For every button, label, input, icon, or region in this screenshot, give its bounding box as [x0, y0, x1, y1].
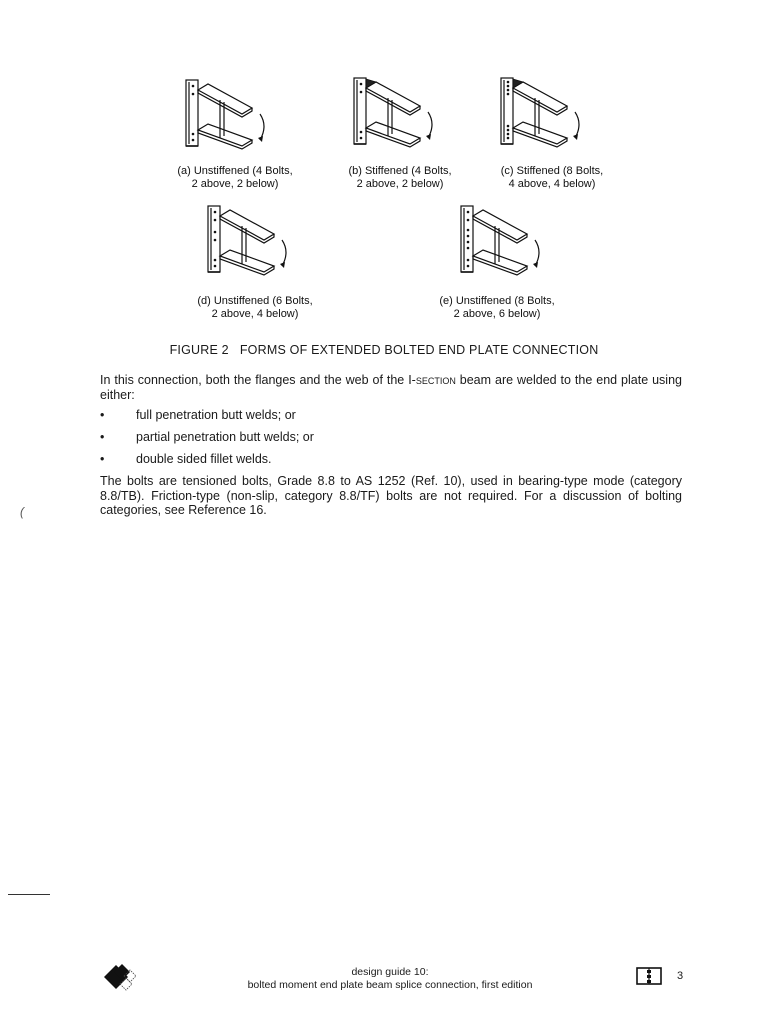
caption-line-1: (c) Stiffened (8 Bolts,: [500, 165, 604, 177]
intro-paragraph: [100, 373, 682, 402]
figure-d-diagram: [202, 204, 292, 289]
caption-line-2: 2 above, 4 below): [211, 308, 299, 320]
figure-c-caption: [477, 165, 627, 191]
footer-line-1: design guide 10:: [351, 966, 429, 978]
figure-title: FIGURE 2 FORMS OF EXTENDED BOLTED END PLATE CONNECTION: [169, 343, 599, 357]
bullet-text: partial penetration butt welds; or: [136, 430, 314, 444]
figure-e-diagram: [455, 204, 545, 289]
footer-line-2: bolted moment end plate beam splice connection, first edition: [247, 979, 533, 991]
figure-b-caption: [325, 165, 475, 191]
scan-mark: [8, 894, 50, 895]
caption-line-1: (e) Unstiffened (8 Bolts,: [439, 295, 555, 307]
footer-text: [180, 966, 600, 992]
figure-a-diagram: [180, 78, 270, 163]
intro-text-a: In this connection, both the flanges and the web of the: [100, 373, 409, 387]
caption-line-2: 2 above, 6 below): [453, 308, 541, 320]
intro-text-i-section: I-section: [408, 373, 456, 387]
figure-a-caption: [160, 165, 310, 191]
figure-b-diagram: [348, 76, 438, 161]
bullet-icon: •: [100, 430, 105, 444]
caption-line-2: 2 above, 2 below): [191, 178, 279, 190]
intro-text-c: beam are welded to the end plate using either:: [100, 373, 682, 402]
figure-c-diagram: [495, 76, 585, 161]
company-logo-icon: [100, 960, 140, 994]
caption-line-2: 2 above, 2 below): [356, 178, 444, 190]
bolts-paragraph: The bolts are tensioned bolts, Grade 8.8 to AS 1252 (Ref. 10), used in bearing-type mode (category 8.8/TB). Friction-type (non-slip, category 8.8/TF) bolts are not required. For a discussion of bolting categories, see Reference 16.: [100, 474, 682, 517]
bullet-icon: •: [100, 452, 105, 466]
figure-e-caption: [422, 295, 572, 321]
scan-mark: (: [20, 505, 24, 519]
caption-line-1: (a) Unstiffened (4 Bolts,: [177, 165, 293, 177]
bullet-text: full penetration butt welds; or: [136, 408, 296, 422]
page-number: 3: [677, 970, 684, 982]
bullet-icon: •: [100, 408, 105, 422]
caption-line-1: (d) Unstiffened (6 Bolts,: [197, 295, 313, 307]
caption-line-2: 4 above, 4 below): [508, 178, 596, 190]
bullet-text: double sided fillet welds.: [136, 452, 272, 466]
caption-line-1: (b) Stiffened (4 Bolts,: [348, 165, 452, 177]
book-icon: [636, 966, 662, 986]
figure-d-caption: [180, 295, 330, 321]
